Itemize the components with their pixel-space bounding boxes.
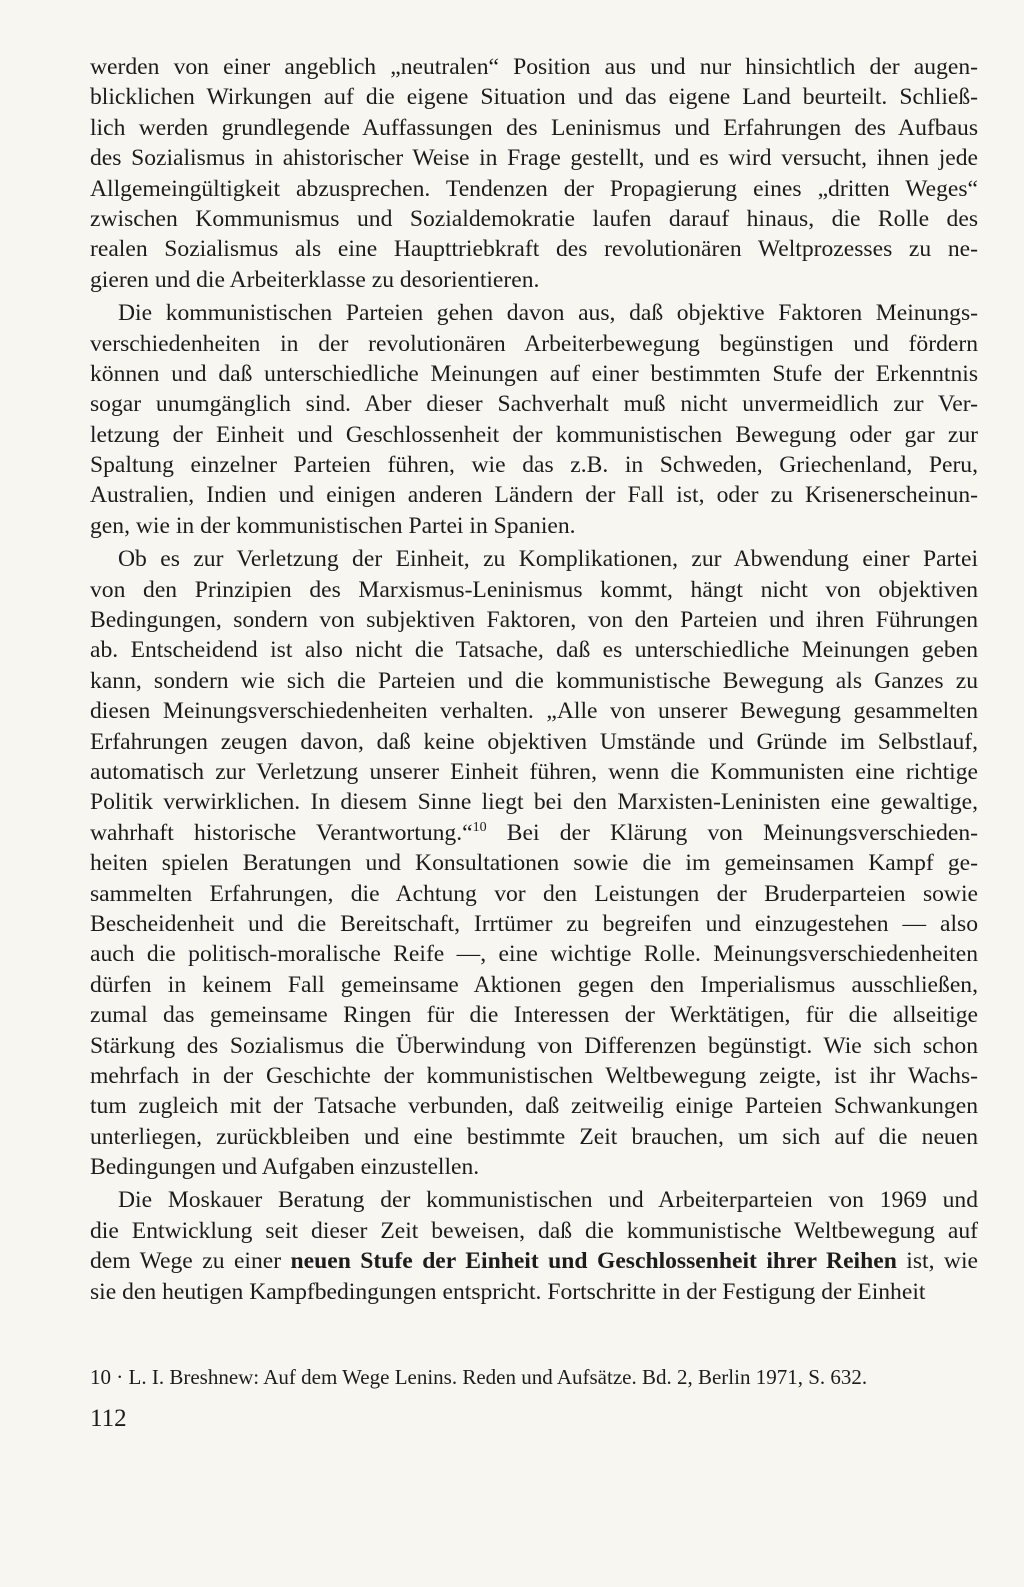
emphasized-text: neuen Stufe der Einheit und Geschlossenheit ihrer Reihen bbox=[290, 1248, 897, 1275]
text-line: heiten spielen Beratungen und Konsultationen sowie die im gemeinsamen Kampf ge- bbox=[90, 850, 978, 877]
footnote bbox=[90, 1363, 978, 1391]
text-line: auch die politisch-moralische Reife —, eine wichtige Rolle. Meinungsverschiedenheiten bbox=[90, 941, 978, 968]
text-line: Die kommunistischen Parteien gehen davon aus, daß objektive Faktoren Meinungs- bbox=[118, 300, 978, 327]
text-line: sie den heutigen Kampfbedingungen entspricht. Fortschritte in der Festigung der Einheit bbox=[90, 1278, 926, 1305]
text-line bbox=[90, 1246, 978, 1276]
text-line: diesen Meinungsverschiedenheiten verhalten. „Alle von unserer Bewegung gesammelten bbox=[90, 698, 978, 725]
text-line: ab. Entscheidend ist also nicht die Tatsache, daß es unterschiedliche Meinungen geben bbox=[90, 637, 978, 664]
text-line: tum zugleich mit der Tatsache verbunden, daß zeitweilig einige Parteien Schwankungen bbox=[90, 1093, 978, 1120]
text-line: Stärkung des Sozialismus die Überwindung von Differenzen begünstigt. Wie sich schon bbox=[90, 1032, 978, 1059]
line-segment: wahrhaft historische Verantwortung.“ bbox=[90, 819, 473, 846]
text-line: dürfen in keinem Fall gemeinsame Aktionen gegen den Imperialismus ausschließen, bbox=[90, 971, 978, 998]
line-segment: ist, wie bbox=[896, 1248, 978, 1275]
text-line: zwischen Kommunismus und Sozialdemokratie laufen darauf hinaus, die Rolle des bbox=[90, 205, 978, 232]
text-line: Bescheidenheit und die Bereitschaft, Irrtümer zu begreifen und einzugestehen — also bbox=[90, 910, 978, 937]
footnote-text: L. I. Breshnew: Auf dem Wege Lenins. Reden und Aufsätze. Bd. 2, Berlin 1971, S. 632. bbox=[128, 1365, 868, 1389]
text-line: automatisch zur Verletzung unserer Einheit führen, wenn die Kommunisten eine richtige bbox=[90, 758, 978, 785]
text-line: sammelten Erfahrungen, die Achtung vor den Leistungen der Bruderparteien sowie bbox=[90, 880, 978, 907]
paragraph bbox=[90, 1185, 978, 1307]
text-line: Ob es zur Verletzung der Einheit, zu Komplikationen, zur Abwendung einer Partei bbox=[118, 546, 978, 573]
text-line: mehrfach in der Geschichte der kommunistischen Weltbewegung zeigte, ist ihr Wachs- bbox=[90, 1062, 978, 1089]
paragraph bbox=[90, 52, 978, 295]
text-line bbox=[90, 818, 978, 848]
text-line: Spaltung einzelner Parteien führen, wie das z.B. in Schweden, Griechenland, Peru, bbox=[90, 452, 978, 479]
body-text bbox=[90, 52, 978, 1307]
text-line: zumal das gemeinsame Ringen für die Interessen der Werktätigen, für die allseitige bbox=[90, 1002, 978, 1029]
text-line: gieren und die Arbeiterklasse zu desorientieren. bbox=[90, 266, 540, 293]
footnote-reference[interactable]: 10 bbox=[472, 819, 487, 835]
text-line: Politik verwirklichen. In diesem Sinne liegt bei den Marxisten-Leninisten eine gewaltige, bbox=[90, 789, 978, 816]
text-line: blicklichen Wirkungen auf die eigene Situation und das eigene Land beurteilt. Schließ- bbox=[90, 84, 978, 111]
text-line: lich werden grundlegende Auffassungen des Leninismus und Erfahrungen des Aufbaus bbox=[90, 114, 978, 141]
paragraph bbox=[90, 298, 978, 541]
text-line: von den Prinzipien des Marxismus-Leninismus kommt, hängt nicht von objektiven bbox=[90, 576, 978, 603]
text-line: unterliegen, zurückbleiben und eine bestimmte Zeit brauchen, um sich auf die neuen bbox=[90, 1123, 978, 1150]
line-segment: Bei der Klärung von Meinungsverschieden- bbox=[486, 819, 978, 846]
text-line: Erfahrungen zeugen davon, daß keine objektiven Umstände und Gründe im Selbstlauf, bbox=[90, 728, 978, 755]
text-line: gen, wie in der kommunistischen Partei in Spanien. bbox=[90, 512, 576, 539]
footnote-separator: · bbox=[116, 1365, 124, 1389]
text-line: werden von einer angeblich „neutralen“ Position aus und nur hinsichtlich der augen- bbox=[90, 54, 978, 80]
text-line: realen Sozialismus als eine Haupttriebkraft des revolutionären Weltprozesses zu ne- bbox=[90, 236, 978, 263]
text-line: die Entwicklung seit dieser Zeit beweisen, daß die kommunistische Weltbewegung auf bbox=[90, 1217, 978, 1244]
paragraph bbox=[90, 544, 978, 1182]
text-line: sogar unumgänglich sind. Aber dieser Sachverhalt muß nicht unvermeidlich zur Ver- bbox=[90, 391, 978, 418]
text-line: letzung der Einheit und Geschlossenheit der kommunistischen Bewegung oder gar zur bbox=[90, 421, 978, 448]
text-line: Allgemeingültigkeit abzusprechen. Tendenzen der Propagierung eines „dritten Weges“ bbox=[90, 175, 978, 202]
page-number: 112 bbox=[90, 1405, 127, 1432]
text-line: Bedingungen, sondern von subjektiven Faktoren, von den Parteien und ihren Führungen bbox=[90, 607, 978, 634]
text-line: können und daß unterschiedliche Meinungen auf einer bestimmten Stufe der Erkenntnis bbox=[90, 360, 978, 387]
text-line: Bedingungen und Aufgaben einzustellen. bbox=[90, 1154, 480, 1181]
line-segment: dem Wege zu einer bbox=[90, 1248, 291, 1275]
text-line: Die Moskauer Beratung der kommunistischen und Arbeiterparteien von 1969 und bbox=[118, 1187, 978, 1214]
footnote-number: 10 bbox=[90, 1365, 111, 1389]
text-line: Australien, Indien und einigen anderen Ländern der Fall ist, oder zu Krisenerscheinun- bbox=[90, 482, 978, 509]
text-line: kann, sondern wie sich die Parteien und die kommunistische Bewegung als Ganzes zu bbox=[90, 667, 978, 694]
text-line: verschiedenheiten in der revolutionären Arbeiterbewegung begünstigen und fördern bbox=[90, 330, 978, 357]
text-line: des Sozialismus in ahistorischer Weise in Frage gestellt, und es wird versucht, ihnen jede bbox=[90, 145, 978, 172]
